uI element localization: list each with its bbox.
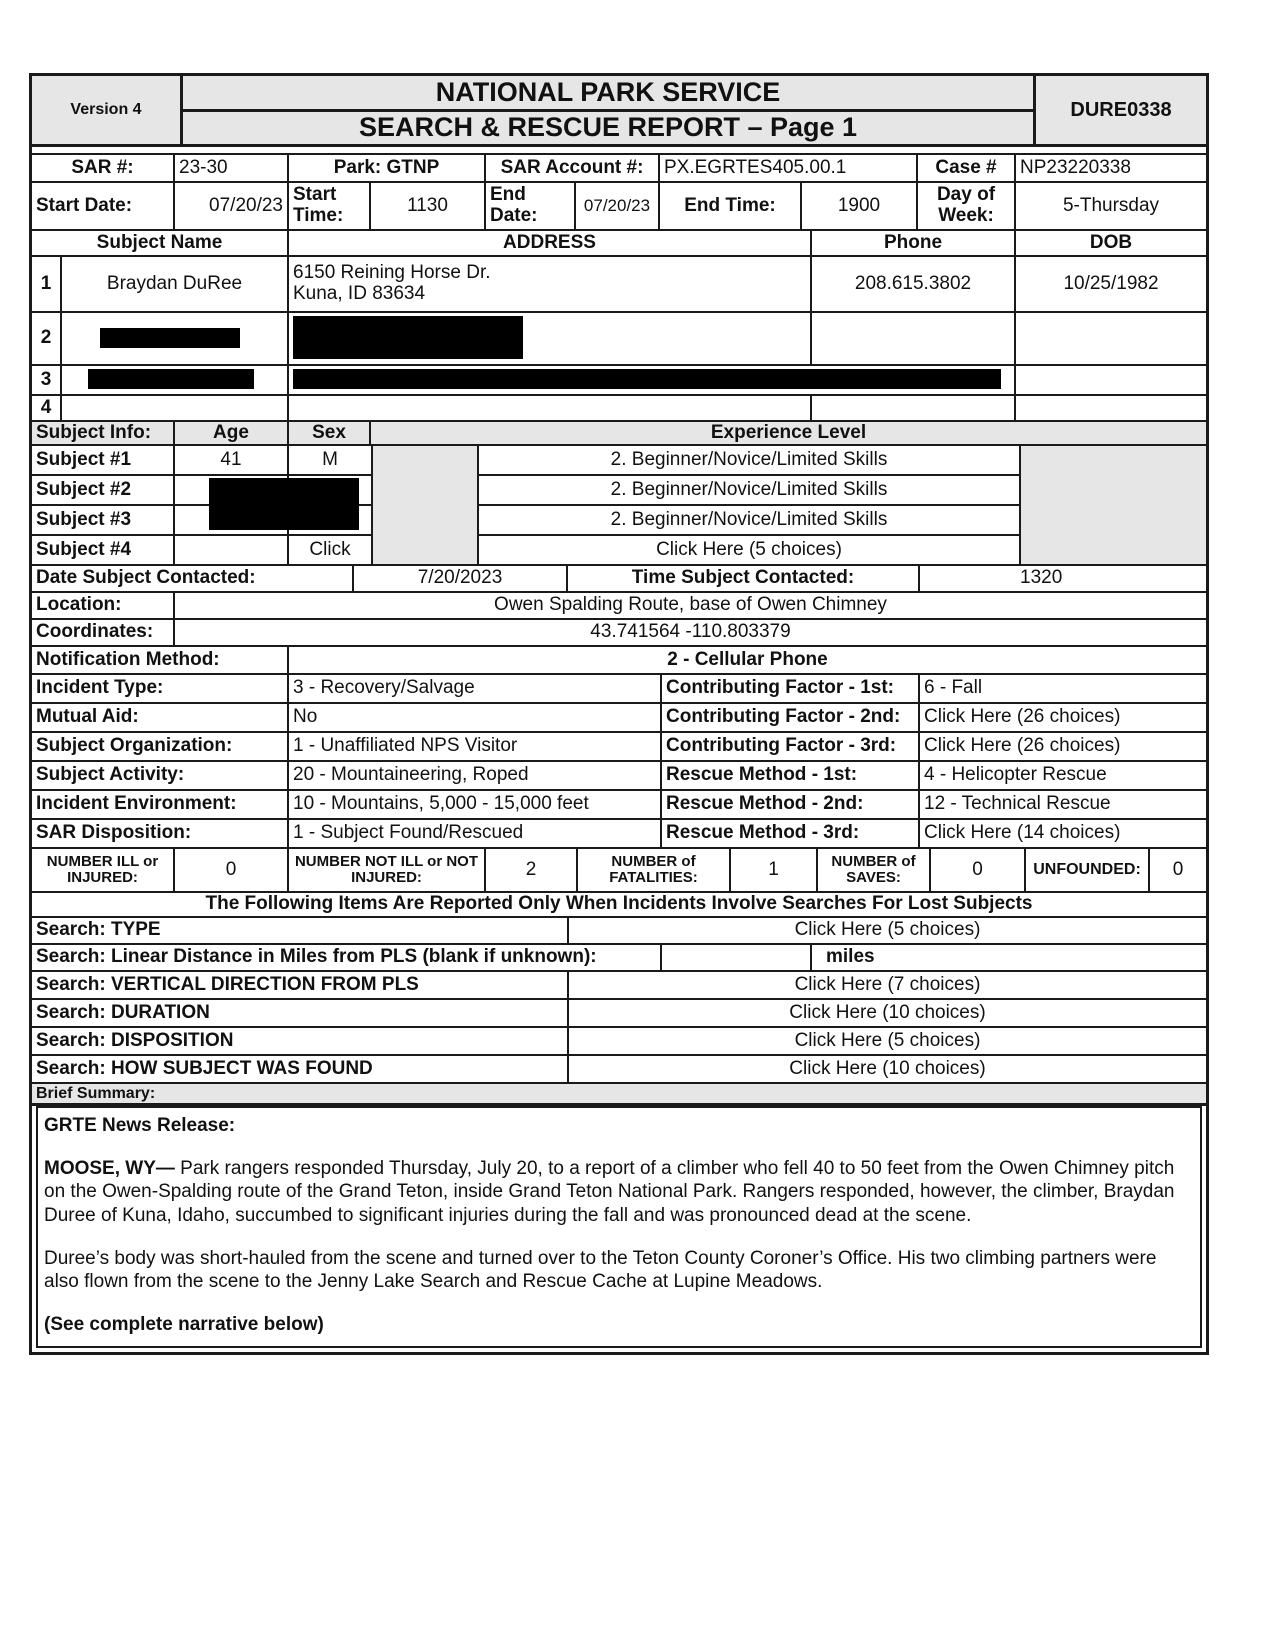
subject-info-row — [32, 536, 371, 566]
end-time-value[interactable]: 1900 — [802, 183, 918, 229]
summary-label-row — [32, 1084, 1206, 1106]
saves-label: NUMBER of SAVES: — [818, 849, 931, 891]
sar-row — [32, 155, 1206, 183]
subject-info-block — [32, 446, 1206, 566]
location-value[interactable]: Owen Spalding Route, base of Owen Chimney — [494, 594, 887, 616]
experience-level[interactable]: 2. Beginner/Novice/Limited Skills — [610, 448, 888, 470]
incident-label: Mutual Aid: — [32, 704, 289, 731]
summary-heading: GRTE News Release: — [44, 1115, 236, 1136]
summary-text-1: Park rangers responded Thursday, July 20, to a report of a climber who fell 40 to 50 feet from the Owen Chimney pitch on the Owen-Spalding route of the Grand Teton, inside Grand Teton National Park. Rangers responded, however, the climber, Braydan Duree of Kuna, Idaho, succumbed to significant injuries during the fall and was pronounced dead at the scene. — [44, 1158, 1175, 1226]
age-header: Age — [175, 422, 289, 444]
search-row — [32, 1056, 1206, 1084]
notification-label: Notification Method: — [32, 647, 289, 673]
park-label: Park: GTNP — [289, 155, 486, 181]
day-of-week-label: Day of Week: — [918, 183, 1016, 229]
subject-dob[interactable] — [1016, 396, 1206, 420]
fatalities-label: NUMBER of FATALITIES: — [578, 849, 731, 891]
subject-phone[interactable] — [812, 396, 1016, 420]
redaction-bar — [100, 328, 240, 348]
ill-value[interactable]: 0 — [175, 849, 289, 891]
subject-number: 3 — [32, 366, 62, 394]
incident-label: Incident Environment: — [32, 791, 289, 818]
end-time-label: End Time: — [660, 183, 802, 229]
sex-header: Sex — [289, 422, 371, 444]
subject-name[interactable] — [62, 396, 289, 420]
search-disposition-value[interactable]: Click Here (5 choices) — [794, 1029, 981, 1051]
subject-info-header — [32, 422, 1206, 446]
search-duration-value[interactable]: Click Here (10 choices) — [789, 1001, 986, 1023]
summary-dateline: MOOSE, WY— — [44, 1158, 175, 1180]
start-time-value[interactable]: 1130 — [371, 183, 486, 229]
summary-paragraph-1 — [44, 1157, 1196, 1227]
rescue-value[interactable]: Click Here (14 choices) — [924, 822, 1121, 844]
incident-row — [32, 791, 1206, 820]
search-row — [32, 918, 1206, 945]
subject-row — [32, 396, 1206, 422]
factor-value[interactable]: Click Here (26 choices) — [924, 735, 1121, 757]
search-note-row — [32, 893, 1206, 918]
redaction-bar — [293, 369, 1001, 389]
search-distance-unit: miles — [826, 946, 875, 968]
subject-age[interactable] — [175, 536, 289, 564]
start-date-value[interactable]: 07/20/23 — [175, 183, 289, 229]
incident-label: Subject Activity: — [32, 762, 289, 789]
subject-row — [32, 313, 1206, 366]
search-row — [32, 972, 1206, 1000]
redaction-bar — [293, 316, 523, 359]
subject-number: 4 — [32, 396, 62, 420]
subject-info-label: Subject #2 — [32, 476, 175, 504]
version-label: Version 4 — [32, 76, 183, 144]
subject-sex[interactable]: M — [322, 448, 338, 470]
end-date-value[interactable]: 07/20/23 — [576, 183, 660, 229]
subject-number: 1 — [32, 257, 62, 311]
subject-dob[interactable] — [1016, 366, 1206, 394]
brief-summary-label: Brief Summary: — [36, 1084, 156, 1102]
rescue-value[interactable]: 12 - Technical Rescue — [924, 793, 1111, 815]
notification-row — [32, 647, 1206, 675]
day-of-week-value[interactable]: 5-Thursday — [1062, 194, 1160, 216]
search-duration-label: Search: DURATION — [32, 1000, 569, 1026]
incident-row — [32, 733, 1206, 762]
not-ill-value[interactable]: 2 — [486, 849, 578, 891]
unfounded-value[interactable]: 0 — [1172, 858, 1184, 880]
subject-address[interactable] — [289, 257, 812, 311]
subject-name-header: Subject Name — [32, 231, 289, 255]
address-header: ADDRESS — [289, 231, 812, 255]
subject-address[interactable] — [289, 313, 812, 364]
subject-info-row — [32, 446, 371, 476]
subject-info-label: Subject Info: — [32, 422, 175, 444]
rescue-label: Rescue Method - 3rd: — [662, 820, 920, 847]
end-date-label: End Date: — [486, 183, 576, 229]
report-code: DURE0338 — [1033, 76, 1206, 144]
incident-row — [32, 762, 1206, 791]
search-how-found-value[interactable]: Click Here (10 choices) — [789, 1057, 986, 1079]
coordinates-row — [32, 620, 1206, 647]
coordinates-label: Coordinates: — [32, 620, 175, 645]
incident-label: Subject Organization: — [32, 733, 289, 760]
incident-row — [32, 675, 1206, 704]
subject-row — [32, 366, 1206, 396]
search-type-value[interactable]: Click Here (5 choices) — [794, 919, 981, 941]
subject-info-label: Subject #4 — [32, 536, 175, 564]
search-type-label: Search: TYPE — [32, 918, 569, 943]
subject-number: 2 — [32, 313, 62, 364]
rescue-value[interactable]: 4 - Helicopter Rescue — [924, 764, 1107, 786]
search-vertical-value[interactable]: Click Here (7 choices) — [794, 973, 981, 995]
incident-row — [32, 704, 1206, 733]
experience-level[interactable]: Click Here (5 choices) — [656, 538, 842, 560]
subject-name[interactable] — [62, 313, 289, 364]
report-header — [32, 76, 1206, 147]
subject-info-label: Subject #1 — [32, 446, 175, 474]
incident-label: Incident Type: — [32, 675, 289, 702]
incident-value[interactable]: 10 - Mountains, 5,000 - 15,000 feet — [289, 791, 662, 818]
summary-footer: (See complete narrative below) — [44, 1314, 324, 1336]
incident-row — [32, 820, 1206, 849]
ill-label: NUMBER ILL or INJURED: — [32, 849, 175, 891]
redaction-bar — [88, 369, 254, 389]
rescue-label: Rescue Method - 1st: — [662, 762, 920, 789]
subject-row — [32, 257, 1206, 313]
subject-sex[interactable]: Click — [309, 538, 351, 560]
saves-value[interactable]: 0 — [931, 849, 1026, 891]
sar-value[interactable]: 23-30 — [175, 155, 289, 181]
sar-account-label: SAR Account #: — [486, 155, 660, 181]
summary-box[interactable] — [36, 1106, 1202, 1348]
contact-row — [32, 566, 1206, 593]
report-title: SEARCH & RESCUE REPORT – Page 1 — [358, 112, 858, 143]
subject-address[interactable] — [289, 396, 812, 420]
start-date-label: Start Date: — [32, 183, 175, 229]
search-disposition-label: Search: DISPOSITION — [32, 1028, 569, 1054]
subject-dob[interactable] — [1016, 313, 1206, 364]
date-contacted-label: Date Subject Contacted: — [32, 566, 354, 591]
start-time-label: Start Time: — [289, 183, 371, 229]
address-line1: 6150 Reining Horse Dr. — [293, 262, 491, 284]
counts-row — [32, 849, 1206, 893]
coordinates-value[interactable]: 43.741564 -110.803379 — [590, 621, 791, 643]
phone-header: Phone — [812, 231, 1016, 255]
dob-header: DOB — [1089, 231, 1133, 253]
dates-row — [32, 183, 1206, 231]
search-row — [32, 1028, 1206, 1056]
experience-level[interactable]: 2. Beginner/Novice/Limited Skills — [610, 478, 888, 500]
location-row — [32, 593, 1206, 620]
incident-value[interactable]: 1 - Unaffiliated NPS Visitor — [289, 733, 662, 760]
experience-header: Experience Level — [710, 422, 867, 443]
date-contacted-value[interactable]: 7/20/2023 — [354, 566, 568, 591]
sar-account-value[interactable]: PX.EGRTES405.00.1 — [660, 155, 918, 181]
incident-value[interactable]: 3 - Recovery/Salvage — [289, 675, 662, 702]
location-label: Location: — [32, 593, 175, 618]
experience-level[interactable]: 2. Beginner/Novice/Limited Skills — [610, 508, 888, 530]
not-ill-label: NUMBER NOT ILL or NOT INJURED: — [289, 849, 486, 891]
fatalities-value[interactable]: 1 — [731, 849, 818, 891]
agency-title: NATIONAL PARK SERVICE — [183, 76, 1033, 112]
subject-info-label: Subject #3 — [32, 506, 175, 534]
summary-paragraph-2: Duree’s body was short-hauled from the scene and turned over to the Teton County Coroner’s Office. His two climbing partners were also flown from the scene to the Jenny Lake Search and Rescue Cache at Lupine Meadows. — [44, 1247, 1157, 1292]
search-note: The Following Items Are Reported Only When Incidents Involve Searches For Lost Subjects — [205, 893, 1033, 915]
unfounded-label: UNFOUNDED: — [1026, 849, 1150, 891]
search-distance-value[interactable] — [662, 945, 812, 970]
factor-label: Contributing Factor - 3rd: — [662, 733, 920, 760]
sar-label: SAR #: — [32, 155, 175, 181]
subject-address[interactable] — [289, 366, 1016, 394]
incident-value[interactable]: 1 - Subject Found/Rescued — [289, 820, 662, 847]
incident-value[interactable]: 20 - Mountaineering, Roped — [289, 762, 662, 789]
subject-dob[interactable]: 10/25/1982 — [1063, 272, 1159, 294]
sar-report-form — [29, 73, 1209, 1355]
search-distance-label: Search: Linear Distance in Miles from PLS (blank if unknown): — [32, 945, 662, 970]
time-contacted-value[interactable]: 1320 — [1020, 567, 1063, 589]
incident-label: SAR Disposition: — [32, 820, 289, 847]
factor-label: Contributing Factor - 2nd: — [662, 704, 920, 731]
factor-value[interactable]: Click Here (26 choices) — [924, 706, 1121, 728]
case-value[interactable]: NP23220338 — [1020, 156, 1131, 178]
factor-value[interactable]: 6 - Fall — [924, 677, 983, 699]
rescue-label: Rescue Method - 2nd: — [662, 791, 920, 818]
subject-phone[interactable]: 208.615.3802 — [812, 257, 1016, 311]
subjects-header — [32, 231, 1206, 257]
search-row — [32, 1000, 1206, 1028]
time-contacted-label: Time Subject Contacted: — [568, 566, 920, 591]
search-row — [32, 945, 1206, 972]
search-vertical-label: Search: VERTICAL DIRECTION FROM PLS — [32, 972, 569, 998]
subject-name[interactable] — [62, 366, 289, 394]
subject-age[interactable]: 41 — [175, 446, 289, 474]
case-label: Case # — [918, 155, 1016, 181]
search-how-found-label: Search: HOW SUBJECT WAS FOUND — [32, 1056, 569, 1082]
redaction-bar — [209, 478, 359, 530]
subject-phone[interactable] — [812, 313, 1016, 364]
address-line2: Kuna, ID 83634 — [293, 283, 426, 304]
factor-label: Contributing Factor - 1st: — [662, 675, 920, 702]
notification-value[interactable]: 2 - Cellular Phone — [667, 648, 828, 670]
subject-name[interactable]: Braydan DuRee — [62, 257, 289, 311]
incident-value[interactable]: No — [289, 704, 662, 731]
